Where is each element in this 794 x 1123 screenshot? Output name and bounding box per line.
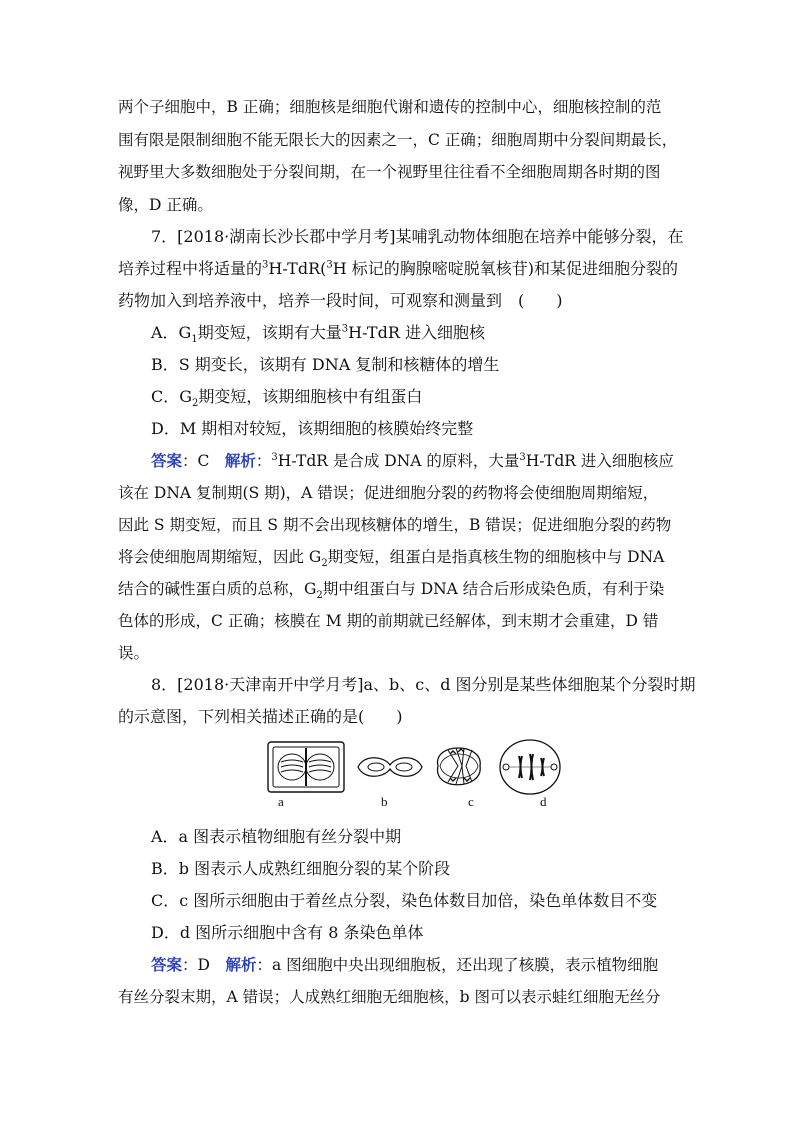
- figure-a-cell: [268, 742, 344, 792]
- q8-option-d: D．d 图所示细胞中含有 8 条染色单体: [151, 923, 424, 942]
- q7-option-b: B．S 期变长，该期有 DNA 复制和核糖体的增生: [151, 355, 500, 374]
- cell-division-figure: [266, 716, 566, 816]
- figure-c-cell: [438, 748, 481, 785]
- q7-option-a: A．$G_1$期变短，该期有大量$^3$H-TdR 进入细胞核: [151, 323, 485, 346]
- q7-stem-line-2: 培养过程中将适量的$^3$H-TdR($^3$H 标记的胸腺嘧啶脱氧核苷)和某促进细胞分裂的: [118, 259, 679, 278]
- figure-b-cell: [358, 758, 422, 777]
- q7-option-d: D．M 期相对较短，该期细胞的核膜始终完整: [151, 419, 474, 438]
- figure-label-d: d: [540, 794, 547, 809]
- q7-answer-line-2: 该在 DNA 复制期(S 期)，A 错误；促进细胞分裂的药物将会使细胞周期缩短，: [118, 484, 659, 502]
- q7-answer-line-7: 误。: [118, 644, 150, 662]
- q8-option-c: C．c 图所示细胞由于着丝点分裂，染色体数目加倍，染色单体数目不变: [151, 891, 658, 910]
- q8-stem-line-1: 8．[2018·天津南开中学月考]a、b、c、d 图分别是某些体细胞某个分裂时期: [151, 675, 696, 694]
- q7-answer-line-1: 答案：C 解析：$^3$H-TdR 是合成 DNA 的原料，大量$^3$H-TdR 进入细胞核应: [151, 451, 674, 470]
- figure-d-cell: [500, 740, 560, 794]
- q7-answer-line-3: 因此 S 期变短，而且 S 期不会出现核糖体的增生，B 错误；促进细胞分裂的药物: [118, 516, 672, 534]
- q8-option-a: A．a 图表示植物细胞有丝分裂中期: [151, 827, 402, 846]
- prev-explanation-line-1: 两个子细胞中，B 正确；细胞核是细胞代谢和遗传的控制中心，细胞核控制的范: [118, 98, 662, 116]
- figure-label-c: c: [468, 794, 474, 809]
- q7-answer-line-4: 将会使细胞周期缩短，因此 $G_2$期变短，组蛋白是指真核生物的细胞核中与 DNA: [118, 548, 665, 570]
- q7-stem-line-1: 7．[2018·湖南长沙长郡中学月考]某哺乳动物体细胞在培养中能够分裂，在: [151, 227, 684, 246]
- q7-answer-line-5: 结合的碱性蛋白质的总称，$G_2$期中组蛋白与 DNA 结合后形成染色质，有利于染: [118, 580, 665, 602]
- q7-option-c: C．$G_2$期变短，该期细胞核中有组蛋白: [151, 387, 423, 410]
- q8-answer-line-1: 答案：D 解析：a 图细胞中央出现细胞板，还出现了核膜，表示植物细胞: [151, 955, 659, 974]
- figure-label-a: a: [278, 794, 284, 809]
- prev-explanation-line-2: 围有限是限制细胞不能无限长大的因素之一，C 正确；细胞周期中分裂间期最长，: [118, 131, 678, 149]
- q8-answer-line-2: 有丝分裂末期，A 错误；人成熟红细胞无细胞核，b 图可以表示蛙红细胞无丝分: [118, 988, 661, 1006]
- q7-stem-line-3: 药物加入到培养液中，培养一段时间，可观察和测量到 ( ): [118, 291, 563, 310]
- q7-answer-line-6: 色体的形成，C 正确；核膜在 M 期的前期就已经解体，到末期才会重建，D 错: [118, 612, 659, 630]
- q8-option-b: B．b 图表示人成熟红细胞分裂的某个阶段: [151, 859, 451, 878]
- prev-explanation-line-4: 像，D 正确。: [118, 196, 213, 214]
- figure-label-b: b: [381, 794, 388, 809]
- q8-stem-line-2: 的示意图，下列相关描述正确的是( ): [118, 707, 403, 726]
- prev-explanation-line-3: 视野里大多数细胞处于分裂间期，在一个视野里往往看不全细胞周期各时期的图: [118, 163, 661, 181]
